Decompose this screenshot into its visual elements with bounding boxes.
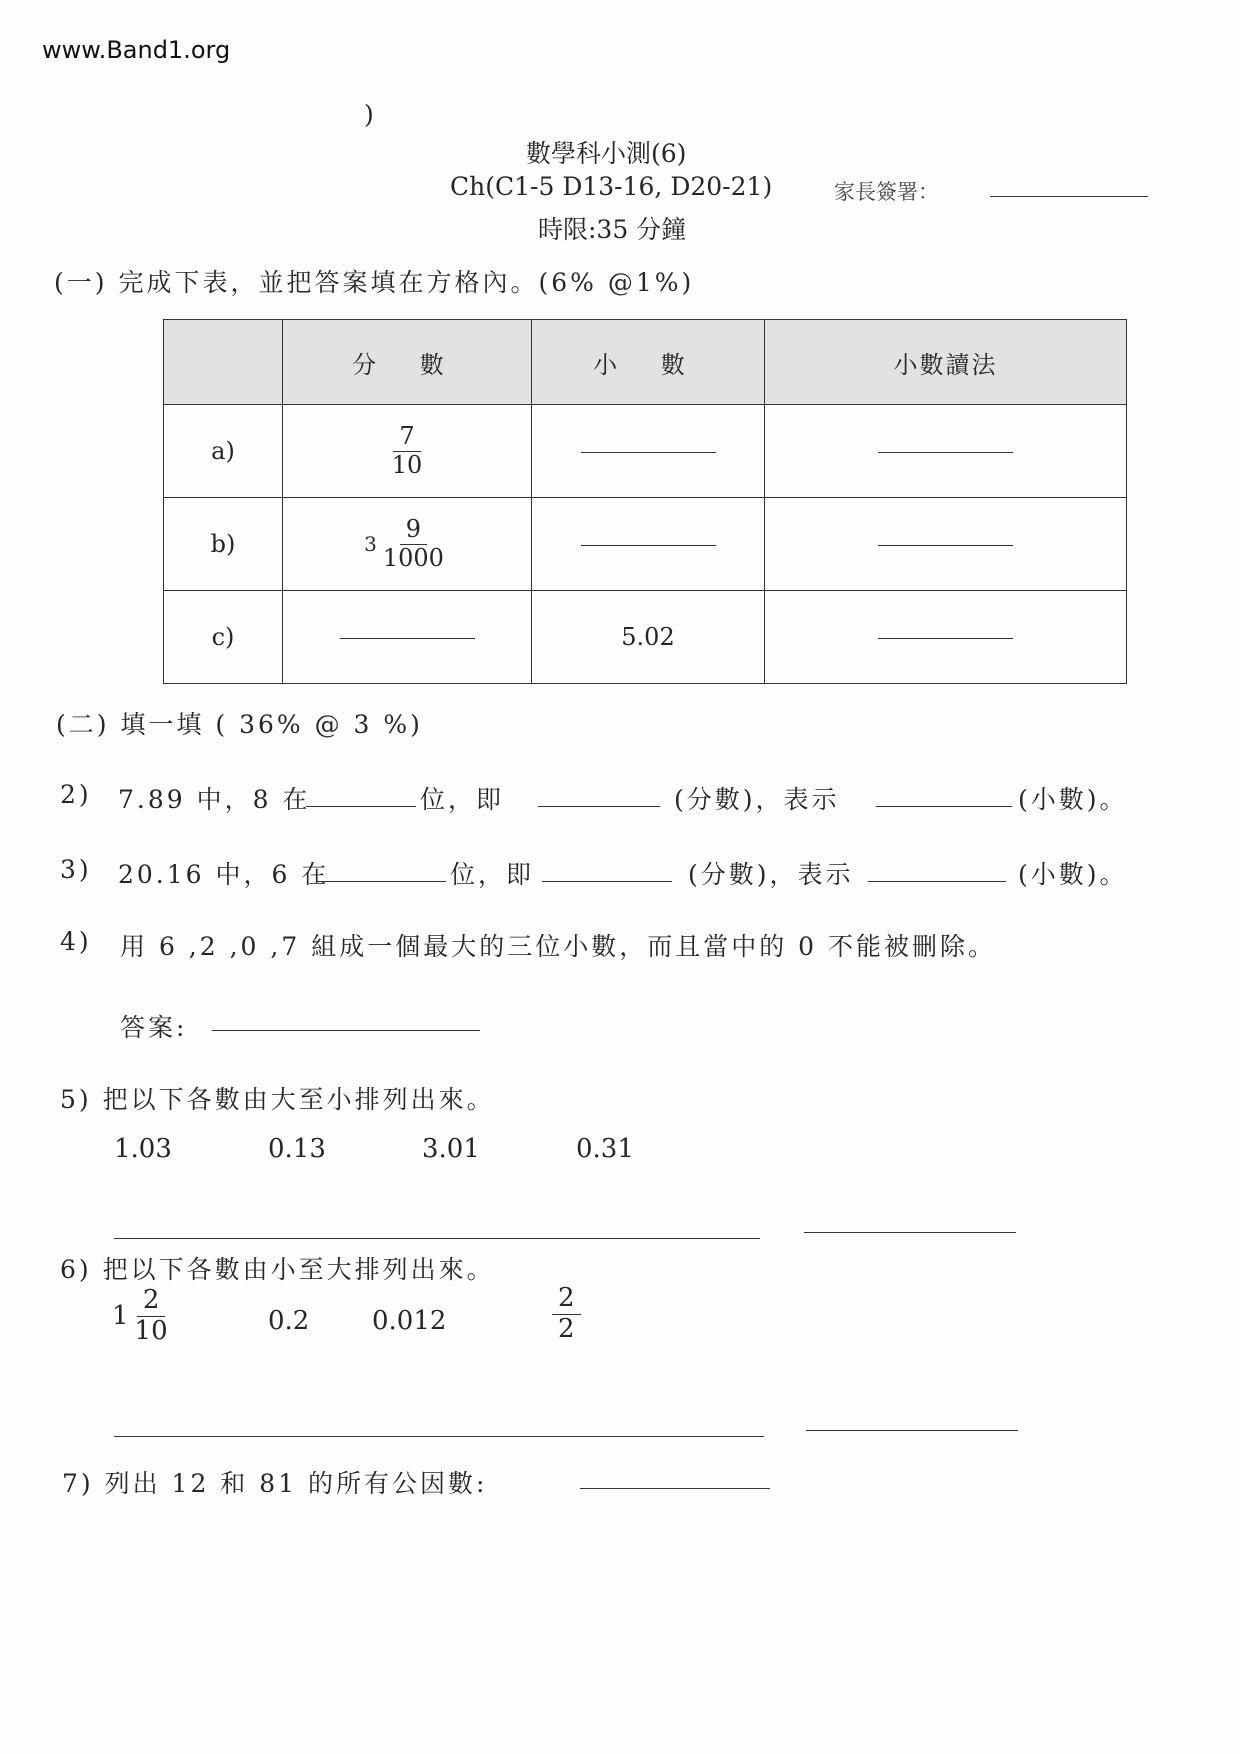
q2-text-a: 7.89 中，8 在 — [118, 785, 311, 814]
reading-answer-cell[interactable] — [765, 405, 1127, 498]
q6-mixed-number — [112, 1286, 174, 1347]
answer-blank[interactable] — [878, 545, 1013, 546]
q2-blank-place[interactable] — [306, 806, 416, 807]
q3-number: 3) — [60, 855, 92, 884]
q4-answer-label: 答案: — [120, 1013, 188, 1042]
q3-text-b: 位，即 — [450, 860, 535, 889]
table-header-corner — [164, 320, 283, 405]
q6-answer-line-short[interactable] — [806, 1430, 1018, 1431]
q5-number: 0.31 — [576, 1134, 634, 1164]
q4-answer-blank[interactable] — [212, 1030, 480, 1031]
q5-question: 5) 把以下各數由大至小排列出來。 — [60, 1085, 495, 1114]
row-label: b) — [164, 498, 283, 591]
answer-blank[interactable] — [878, 452, 1013, 453]
header-paren: ) — [364, 100, 374, 129]
table-row — [164, 591, 1127, 684]
q7-answer-blank[interactable] — [580, 1488, 770, 1489]
table-header-row — [164, 320, 1127, 405]
parent-sign-line — [990, 196, 1148, 197]
q2-blank-decimal[interactable] — [876, 806, 1012, 807]
fraction-numerator: 2 — [552, 1284, 581, 1315]
q3-blank-decimal[interactable] — [868, 881, 1006, 882]
q2-number: 2) — [60, 780, 92, 809]
q2-blank-fraction[interactable] — [538, 806, 660, 807]
q3-text-d: (小數)。 — [1018, 860, 1128, 889]
q5-answer-line-short[interactable] — [804, 1232, 1016, 1233]
mixed-whole: 1 — [112, 1301, 129, 1332]
mixed-whole: 3 — [364, 532, 377, 556]
q6-question: 6) 把以下各數由小至大排列出來。 — [60, 1255, 495, 1284]
fraction-cell — [283, 498, 532, 591]
fraction-answer-cell[interactable] — [283, 591, 532, 684]
fraction — [386, 423, 429, 479]
fraction — [552, 1284, 581, 1345]
fraction-denominator: 10 — [134, 1315, 168, 1346]
header-fraction: 分 數 — [283, 320, 532, 405]
q2-text-c: (分數)，表示 — [674, 785, 840, 814]
row-label: a) — [164, 405, 283, 498]
fraction — [129, 1286, 174, 1347]
fraction-denominator: 1000 — [382, 543, 444, 572]
fraction-numerator: 2 — [137, 1286, 166, 1317]
decimal-answer-cell[interactable] — [532, 498, 765, 591]
reading-answer-cell[interactable] — [765, 498, 1127, 591]
q2-text-b: 位，即 — [420, 785, 505, 814]
parent-sign-label: 家長簽署： — [834, 180, 939, 204]
header-decimal-reading: 小數讀法 — [765, 320, 1127, 405]
q4-question: 用 6 ,2 ,0 ,7 組成一個最大的三位小數，而且當中的 0 不能被刪除。 — [120, 932, 996, 961]
q5-answer-line[interactable] — [114, 1238, 760, 1239]
answer-blank[interactable] — [878, 638, 1013, 639]
q6-number: 0.012 — [372, 1306, 447, 1336]
q3-text-a: 20.16 中，6 在 — [118, 860, 330, 889]
header-decimal: 小 數 — [532, 320, 765, 405]
row-label: c) — [164, 591, 283, 684]
q2-text-d: (小數)。 — [1018, 785, 1128, 814]
answer-blank[interactable] — [581, 545, 716, 546]
table-row — [164, 498, 1127, 591]
q6-answer-line[interactable] — [114, 1436, 764, 1437]
decimal-answer-cell[interactable] — [532, 405, 765, 498]
table-row — [164, 405, 1127, 498]
q3-blank-place[interactable] — [316, 881, 446, 882]
mixed-number — [364, 516, 450, 572]
decimal-cell: 5.02 — [532, 591, 765, 684]
site-watermark: www.Band1.org — [42, 36, 231, 64]
fraction-numerator: 9 — [400, 516, 427, 545]
fraction-denominator: 10 — [391, 450, 423, 479]
section1-instruction: (一) 完成下表，並把答案填在方格內。(6% @1%) — [54, 268, 695, 297]
q4-number: 4) — [60, 927, 92, 956]
fraction-numerator: 7 — [393, 423, 420, 452]
q7-question: 7) 列出 12 和 81 的所有公因數: — [62, 1469, 488, 1498]
fraction-cell — [283, 405, 532, 498]
q6-number: 0.2 — [268, 1306, 310, 1336]
chapter-range: Ch(C1-5 D13-16, D20-21) — [450, 172, 773, 201]
q5-number: 3.01 — [422, 1134, 480, 1164]
section2-instruction: (二) 填一填 ( 36% @ 3 %) — [56, 710, 423, 739]
answer-blank[interactable] — [581, 452, 716, 453]
q6-fraction — [552, 1284, 581, 1345]
q5-number: 0.13 — [268, 1134, 326, 1164]
conversion-table — [163, 319, 1127, 684]
answer-blank[interactable] — [340, 638, 475, 639]
time-limit: 時限:35 分鐘 — [538, 215, 687, 244]
quiz-title: 數學科小測(6) — [526, 139, 687, 168]
q3-text-c: (分數)，表示 — [688, 860, 854, 889]
q3-blank-fraction[interactable] — [542, 881, 672, 882]
reading-answer-cell[interactable] — [765, 591, 1127, 684]
fraction-denominator: 2 — [558, 1313, 575, 1344]
q5-number: 1.03 — [114, 1134, 172, 1164]
fraction — [377, 516, 450, 572]
